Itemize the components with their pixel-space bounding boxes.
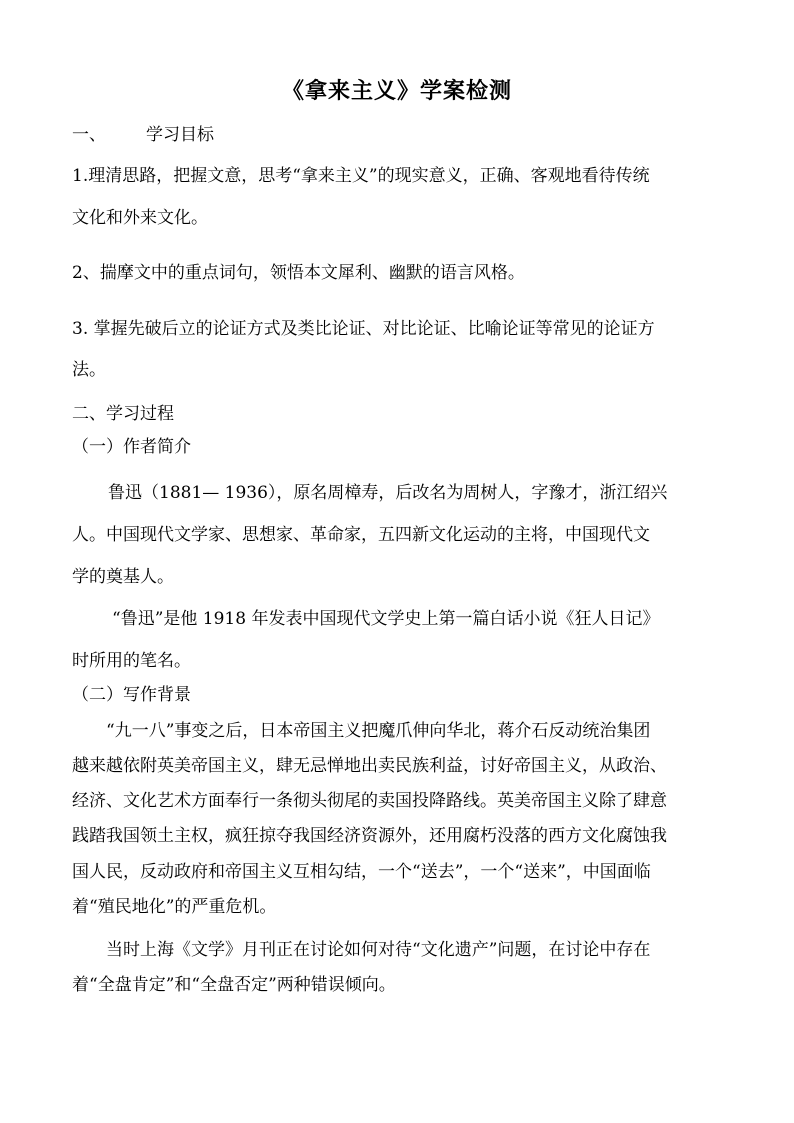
- background-paragraph-2-line-1: 当时上海《文学》月刊正在讨论如何对待“文化遗产”问题，在讨论中存在: [106, 940, 651, 960]
- goals-heading-text: 学习目标: [146, 125, 214, 145]
- background-paragraph-1-line-1: “九一八”事变之后，日本帝国主义把魔爪伸向华北，蒋介石反动统治集团: [106, 721, 651, 741]
- author-paragraph-1-line-2: 人。中国现代文学家、思想家、革命家，五四新文化运动的主将，中国现代文: [72, 525, 650, 545]
- goal-1-line-1: 1.理清思路，把握文意，思考“拿来主义”的现实意义，正确、客观地看待传统: [72, 166, 650, 186]
- author-paragraph-2-line-2: 时所用的笔名。: [72, 651, 191, 671]
- author-heading: （一）作者简介: [72, 437, 191, 457]
- author-paragraph-2-line-1: “鲁迅”是他 1918 年发表中国现代文学史上第一篇白话小说《狂人日记》: [112, 609, 660, 629]
- goals-heading-number: 一、: [72, 125, 106, 145]
- background-paragraph-1-line-5: 国人民，反动政府和帝国主义互相勾结，一个“送去”，一个“送来”，中国面临: [72, 862, 651, 882]
- background-paragraph-1-line-4: 践踏我国领土主权，疯狂掠夺我国经济资源外，还用腐朽没落的西方文化腐蚀我: [72, 826, 667, 846]
- author-paragraph-1-line-1: 鲁迅（1881— 1936），原名周樟寿，后改名为周树人，字豫才，浙江绍兴: [108, 483, 668, 503]
- goal-2: 2、揣摩文中的重点词句，领悟本文犀利、幽默的语言风格。: [72, 263, 525, 283]
- page-title: 《拿来主义》学案检测: [281, 79, 512, 104]
- background-paragraph-1-line-6: 着“殖民地化”的严重危机。: [72, 897, 277, 917]
- goal-3-line-1: 3. 掌握先破后立的论证方式及类比论证、对比论证、比喻论证等常见的论证方: [72, 319, 655, 339]
- process-heading: 二、学习过程: [72, 404, 174, 424]
- goal-3-line-2: 法。: [72, 360, 106, 380]
- background-paragraph-1-line-3: 经济、文化艺术方面奉行一条彻头彻尾的卖国投降路线。英美帝国主义除了肆意: [72, 791, 667, 811]
- goal-1-line-2: 文化和外来文化。: [72, 208, 208, 228]
- author-paragraph-1-line-3: 学的奠基人。: [72, 567, 174, 587]
- background-paragraph-2-line-2: 着“全盘肯定”和“全盘否定”两种错误倾向。: [72, 975, 396, 995]
- background-paragraph-1-line-2: 越来越依附英美帝国主义，肆无忌惮地出卖民族利益，讨好帝国主义，从政治、: [72, 756, 667, 776]
- background-heading: （二）写作背景: [72, 685, 191, 705]
- goals-heading: [72, 124, 214, 146]
